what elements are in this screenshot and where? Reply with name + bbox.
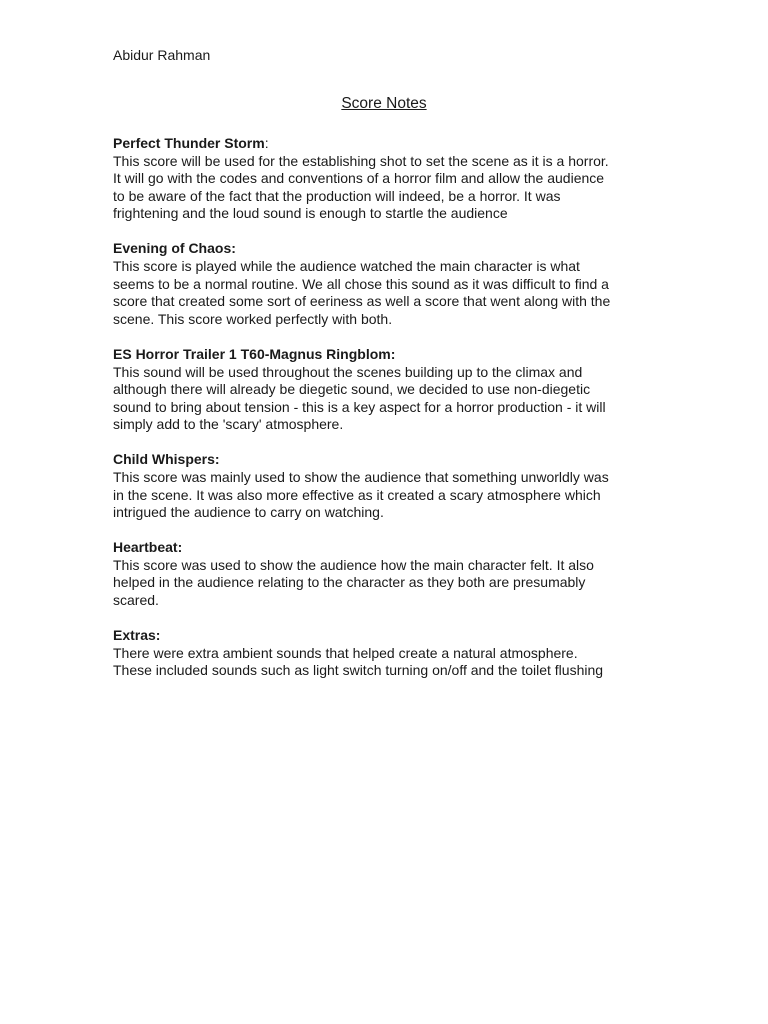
- section-perfect-thunder-storm: [113, 135, 658, 223]
- section-line: This score will be used for the establishing shot to set the scene as it is a horror.: [113, 152, 609, 169]
- section-extras: [113, 627, 658, 680]
- page-title: Score Notes: [341, 95, 427, 112]
- section-line: This score was mainly used to show the audience that something unworldly was: [113, 469, 609, 485]
- section-heading-suffix: :: [264, 135, 269, 151]
- section-line: in the scene. It was also more effective as it created a scary atmosphere which: [113, 486, 601, 503]
- section-line: although there will already be diegetic sound, we decided to use non-diegetic: [113, 381, 591, 398]
- section-line: This score was used to show the audience how the main character felt. It also: [113, 556, 594, 573]
- score-notes-body: [113, 135, 658, 697]
- section-heartbeat: [113, 539, 658, 609]
- section-evening-of-chaos: [113, 240, 658, 328]
- section-child-whispers: [113, 451, 658, 521]
- section-es-horror-trailer: [113, 346, 658, 434]
- section-heading: Child Whispers:: [113, 451, 220, 468]
- section-line: This score is played while the audience watched the main character is what: [113, 258, 580, 275]
- section-heading: [113, 135, 658, 153]
- section-line: sound to bring about tension - this is a key aspect for a horror production - it will: [113, 398, 606, 415]
- author-name: Abidur Rahman: [113, 47, 211, 63]
- section-line: scene. This score worked perfectly with both.: [113, 310, 393, 327]
- section-line: helped in the audience relating to the character as they both are presumably: [113, 574, 586, 591]
- section-heading: Extras:: [113, 627, 161, 644]
- section-line: frightening and the loud sound is enough to startle the audience: [113, 205, 508, 222]
- section-line: seems to be a normal routine. We all chose this sound as it was difficult to find a: [113, 275, 609, 292]
- section-line: intrigued the audience to carry on watching.: [113, 504, 384, 521]
- section-line: to be aware of the fact that the production will indeed, be a horror. It was: [113, 187, 561, 204]
- section-line: These included sounds such as light switch turning on/off and the toilet flushing: [113, 662, 604, 679]
- section-line: This sound will be used throughout the scenes building up to the climax and: [113, 363, 583, 380]
- section-heading: ES Horror Trailer 1 T60-Magnus Ringblom:: [113, 345, 396, 362]
- section-line: simply add to the 'scary' atmosphere.: [113, 416, 344, 433]
- section-heading: Heartbeat:: [113, 539, 183, 556]
- section-line: It will go with the codes and conventions of a horror film and allow the audience: [113, 170, 605, 187]
- section-heading: Evening of Chaos:: [113, 240, 236, 257]
- section-heading-text: Perfect Thunder Storm: [113, 135, 265, 151]
- section-line: score that created some sort of eeriness as well a score that went along with the: [113, 293, 611, 310]
- section-line: There were extra ambient sounds that helped create a natural atmosphere.: [113, 644, 578, 661]
- section-line: scared.: [113, 592, 159, 609]
